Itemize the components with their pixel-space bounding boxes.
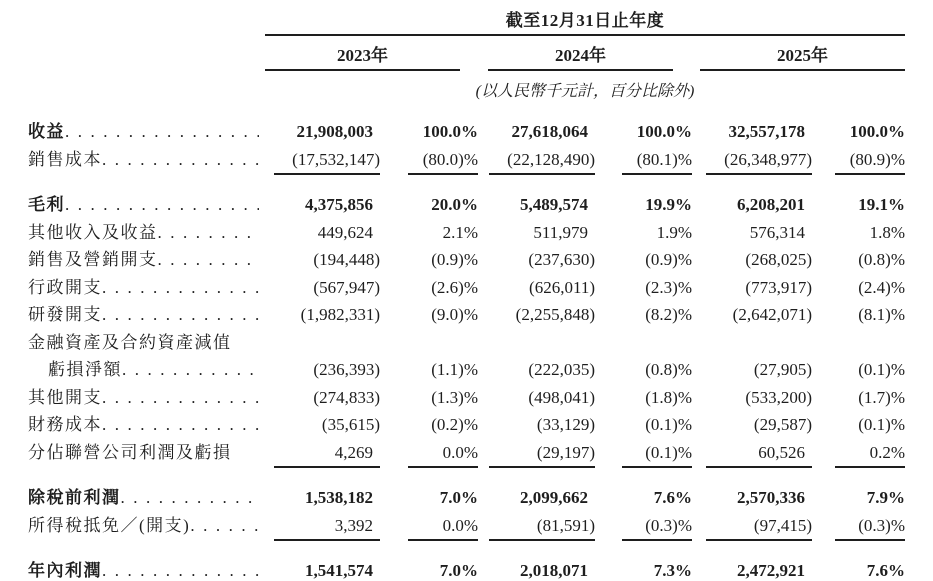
row-label: 毛利 . . <box>28 190 265 215</box>
percent-2023-cell: 0.0% <box>380 443 478 468</box>
amount-2024-cell: (2,255,848) <box>515 305 595 324</box>
percent-2024-cell: (0.3)% <box>595 516 692 541</box>
percent-2025-cell: (2.4)% <box>858 277 905 297</box>
row-label: 虧損淨額 . . <box>28 355 265 380</box>
amount-2023-cell: 4,375,856 <box>305 195 373 214</box>
amount-2025-cell: (2,642,071) <box>732 305 812 324</box>
table-row-admin-expenses <box>28 273 905 301</box>
row-label: 分佔聯營公司利潤及虧損 <box>28 442 232 462</box>
table-body <box>28 117 905 581</box>
amount-2024-cell: (29,197) <box>478 443 595 468</box>
percent-2023-cell: (80.0)% <box>380 150 478 175</box>
percent-2025-cell: (8.1)% <box>858 305 905 324</box>
dot-leader <box>102 415 259 435</box>
percent-2023-cell: (1.1)% <box>431 360 478 379</box>
amount-2025-cell: 60,526 <box>692 443 812 468</box>
amount-2025-cell: (773,917) <box>745 277 812 297</box>
amount-2024-cell: (33,129) <box>536 415 595 434</box>
amount-2023-cell: (194,448) <box>313 250 380 269</box>
year-header-2023: 2023年 <box>265 36 460 71</box>
percent-2023-cell: 2.1% <box>442 222 478 242</box>
amount-2025-cell: 32,557,178 <box>728 122 805 141</box>
amount-2023-cell: (236,393) <box>313 360 380 379</box>
percent-2024-cell: (2.3)% <box>645 277 692 297</box>
amount-2025-cell: 2,472,921 <box>692 561 812 581</box>
percent-2024-cell: (0.1)% <box>595 443 692 468</box>
amount-2023-cell: 449,624 <box>317 222 373 242</box>
amount-2023-cell: (35,615) <box>321 415 380 434</box>
percent-2023-cell <box>380 333 478 353</box>
row-label: 其他開支 . . <box>28 383 265 408</box>
amount-2024-cell: (222,035) <box>528 360 595 379</box>
amount-2025-cell: 6,208,201 <box>737 195 805 214</box>
percent-2025-cell: (0.1)% <box>858 360 905 379</box>
row-label: 收益 . . <box>28 117 265 142</box>
table-row-share-of-associates <box>28 438 905 466</box>
percent-2025-cell <box>812 333 905 353</box>
dot-leader <box>65 195 259 215</box>
percent-2023-cell: 100.0% <box>422 122 478 141</box>
dot-leader <box>190 516 259 536</box>
amount-2024-cell: (498,041) <box>528 387 595 407</box>
year-header-2024: 2024年 <box>488 36 673 71</box>
percent-2024-cell <box>595 333 692 353</box>
row-label: 銷售成本 . . <box>28 145 265 170</box>
amount-2024-cell: (626,011) <box>529 277 595 297</box>
table-row-revenue <box>28 117 905 145</box>
row-label: 財務成本 . . <box>28 410 265 435</box>
dot-leader <box>158 223 260 243</box>
percent-2024-cell: (80.1)% <box>595 150 692 175</box>
amount-2023-cell: (1,982,331) <box>300 305 380 324</box>
table-row-impairment-losses-line1 <box>28 328 905 356</box>
percent-2025-cell: (0.8)% <box>858 250 905 269</box>
amount-2024-cell: (237,630) <box>528 250 595 269</box>
percent-2025-cell: 100.0% <box>849 122 905 141</box>
table-row-other-income-gains <box>28 218 905 246</box>
amount-2025-cell: 2,570,336 <box>737 488 805 507</box>
percent-2024-cell: (0.9)% <box>645 250 692 269</box>
percent-2025-cell: 7.9% <box>866 488 905 507</box>
dot-leader <box>122 360 259 380</box>
amount-2023-cell: 1,541,574 <box>265 561 380 581</box>
dot-leader <box>102 561 259 581</box>
amount-2023-cell: 1,538,182 <box>305 488 373 507</box>
percent-2025-cell: (1.7)% <box>858 387 905 407</box>
row-label: 其他收入及收益 . . <box>28 218 265 243</box>
amount-2023-cell: 21,908,003 <box>296 122 373 141</box>
percent-2024-cell: (8.2)% <box>645 305 692 324</box>
row-label: 行政開支 . . <box>28 273 265 298</box>
amount-2024-cell: 5,489,574 <box>520 195 588 214</box>
percent-2023-cell: (9.0)% <box>431 305 478 324</box>
amount-2023-cell: 4,269 <box>265 443 380 468</box>
percent-2025-cell: 1.8% <box>869 222 905 242</box>
percent-2023-cell: 20.0% <box>431 195 478 214</box>
percent-2024-cell: 100.0% <box>636 122 692 141</box>
amount-2024-cell: 2,018,071 <box>478 561 595 581</box>
percent-2024-cell: 7.6% <box>653 488 692 507</box>
percent-2023-cell: (0.9)% <box>431 250 478 269</box>
amount-2024-cell: (81,591) <box>478 516 595 541</box>
dot-leader <box>102 278 259 298</box>
table-header <box>28 6 905 101</box>
dot-leader <box>158 250 260 270</box>
percent-2025-cell: 0.2% <box>812 443 905 468</box>
percent-2024-cell: (0.8)% <box>645 360 692 379</box>
percent-2025-cell: 19.1% <box>858 195 905 214</box>
table-row-profit-before-tax <box>28 483 905 511</box>
amount-2024-cell: 2,099,662 <box>520 488 588 507</box>
dot-leader <box>102 150 259 170</box>
row-label: 所得稅抵免／(開支) . . <box>28 511 265 536</box>
percent-2023-cell: 7.0% <box>439 488 478 507</box>
table-row-profit-for-year <box>28 556 905 581</box>
table-row-cost-of-sales <box>28 145 905 173</box>
amount-2023-cell: (17,532,147) <box>265 150 380 175</box>
amount-2025-cell: (29,587) <box>753 415 812 434</box>
percent-2024-cell: 19.9% <box>645 195 692 214</box>
percent-2025-cell: (0.3)% <box>812 516 905 541</box>
percent-2025-cell: (0.1)% <box>858 415 905 434</box>
table-row-other-expenses <box>28 383 905 411</box>
percent-2023-cell: (2.6)% <box>431 277 478 297</box>
amount-2025-cell: 576,314 <box>749 222 805 242</box>
amount-2024-cell: (22,128,490) <box>478 150 595 175</box>
table-row-finance-costs <box>28 410 905 438</box>
amount-2024-cell: 27,618,064 <box>511 122 588 141</box>
amount-2023-cell: 3,392 <box>265 516 380 541</box>
table-row-income-tax <box>28 511 905 539</box>
period-title: 截至12月31日止年度 <box>265 6 905 36</box>
dot-leader <box>121 488 260 508</box>
amount-2025-cell: (97,415) <box>692 516 812 541</box>
dot-leader <box>102 305 259 325</box>
unit-note: (以人民幣千元計，百分比除外) <box>475 83 695 100</box>
amount-2025-cell: (26,348,977) <box>692 150 812 175</box>
amount-2025-cell <box>692 333 812 353</box>
percent-2023-cell: (1.3)% <box>431 387 478 407</box>
row-label: 研發開支 . . <box>28 300 265 325</box>
row-label: 年內利潤 . . <box>28 556 265 581</box>
table-row-selling-marketing-expenses <box>28 245 905 273</box>
amount-2025-cell: (27,905) <box>753 360 812 379</box>
percent-2024-cell: (0.1)% <box>645 415 692 434</box>
percent-2025-cell: (80.9)% <box>812 150 905 175</box>
percent-2024-cell: 7.3% <box>595 561 692 581</box>
dot-leader <box>65 122 259 142</box>
table-row-rd-expenses <box>28 300 905 328</box>
amount-2024-cell: 511,979 <box>533 222 588 242</box>
year-header-2025: 2025年 <box>700 36 905 71</box>
percent-2023-cell: (0.2)% <box>431 415 478 434</box>
percent-2023-cell: 7.0% <box>380 561 478 581</box>
dot-leader <box>102 388 259 408</box>
amount-2023-cell <box>265 333 380 353</box>
percent-2025-cell: 7.6% <box>812 561 905 581</box>
row-label: 除稅前利潤 . . <box>28 483 265 508</box>
amount-2024-cell <box>478 333 595 353</box>
table-row-impairment-losses-line2 <box>28 355 905 383</box>
amount-2025-cell: (268,025) <box>745 250 812 269</box>
row-label: 銷售及營銷開支 . . <box>28 245 265 270</box>
percent-2023-cell: 0.0% <box>380 516 478 541</box>
amount-2023-cell: (567,947) <box>313 277 380 297</box>
percent-2024-cell: 1.9% <box>656 222 692 242</box>
amount-2023-cell: (274,833) <box>313 387 380 407</box>
percent-2024-cell: (1.8)% <box>645 387 692 407</box>
amount-2025-cell: (533,200) <box>745 387 812 407</box>
table-row-gross-profit <box>28 190 905 218</box>
row-label: 金融資產及合約資產減值 <box>28 332 232 352</box>
